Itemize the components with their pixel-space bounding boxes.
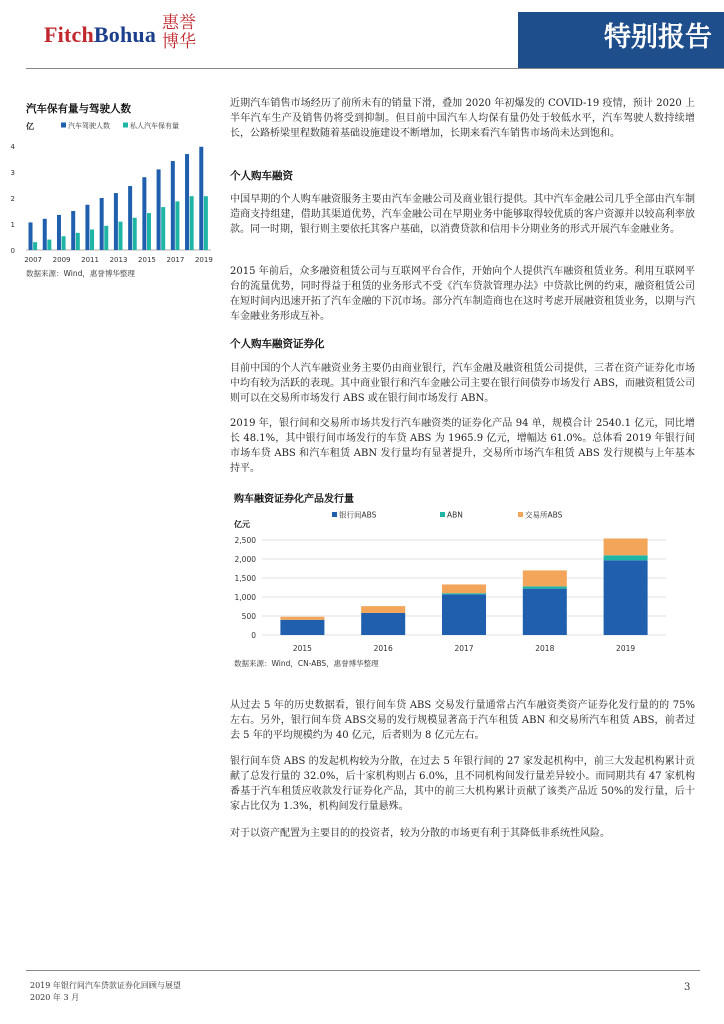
bar-drivers [199, 147, 203, 250]
x-tick-label: 2011 [81, 256, 99, 264]
y-tick-label: 4 [10, 143, 15, 151]
bar-drivers [171, 161, 175, 250]
bar-drivers [185, 154, 189, 250]
logo-cn-line2: 博华 [162, 32, 196, 52]
issuance-chart [228, 505, 668, 655]
left-chart [6, 118, 216, 278]
page-number: 3 [684, 982, 691, 993]
x-tick-label: 2007 [24, 256, 43, 264]
y-tick-label: 0 [251, 631, 256, 640]
paragraph-market-overview: 近期汽车销售市场经历了前所未有的销量下滑，叠加 2020 年初爆发的 COVID-19 疫情，预计 2020 上半年汽车生产及销售仍将受到抑制。但目前中国汽车人均保有量仍处于较低水平，汽车驾驶人数持续增长，公路桥梁里程数随着基础设施建设不断增加，长期来看汽车销售市场尚未达到饱和。 [230, 98, 695, 139]
y-tick-label: 1 [10, 221, 15, 229]
fitchbohua-logo [44, 22, 156, 48]
legend-label: 银行间ABS [339, 510, 377, 520]
bar-private-cars [104, 226, 108, 250]
footer-date: 2020 年 3 月 [30, 993, 80, 1002]
y-tick-label: 2,500 [234, 536, 256, 545]
bar-drivers [29, 222, 33, 250]
y-tick-label: 1,500 [234, 574, 256, 583]
bar-segment-abn [604, 555, 648, 560]
header-divider [26, 68, 724, 69]
paragraph-early-finance: 中国早期的个人购车融资服务主要由汽车金融公司及商业银行提供。其中汽车金融公司几乎全部由汽车制造商支持组建，借助其渠道优势，汽车金融公司在早期业务中能够取得较优质的客户资源并以较高利率放款。同一时期，银行则主要依托其客户基础，以消费贷款和信用卡分期业务的形式开展汽车金融业务。 [230, 194, 695, 235]
x-tick-label: 2013 [109, 256, 128, 264]
bar-segment-exchange-abs [604, 538, 648, 555]
y-tick-label: 2 [10, 195, 15, 203]
bar-segment-interbank-abs [280, 620, 324, 635]
legend-label: 交易所ABS [525, 510, 563, 520]
bar-segment-abn [442, 593, 486, 594]
bar-segment-exchange-abs [442, 584, 486, 593]
x-tick-label: 2009 [52, 256, 71, 264]
bar-private-cars [90, 229, 94, 250]
x-tick-label: 2017 [166, 256, 185, 264]
issuance-chart-source: 数据来源：Wind，CN-ABS，惠誉博华整理 [234, 659, 379, 668]
bar-segment-interbank-abs [523, 589, 567, 635]
bar-drivers [128, 186, 132, 250]
bar-segment-interbank-abs [442, 594, 486, 635]
report-type-title: 特别报告 [604, 22, 712, 53]
bar-drivers [85, 205, 89, 250]
x-tick-label: 2017 [454, 644, 474, 653]
left-chart-source: 数据来源：Wind，惠誉博华整理 [26, 269, 135, 278]
y-tick-label: 1,000 [234, 593, 256, 602]
x-tick-label: 2016 [373, 644, 393, 653]
bar-private-cars [47, 240, 51, 250]
bar-segment-exchange-abs [361, 606, 405, 613]
bar-segment-exchange-abs [280, 617, 324, 620]
paragraph-leasing: 2015 年前后，众多融资租赁公司与互联网平台合作，开始向个人提供汽车融资租赁业务。利用互联网平台的流量优势，同时得益于租赁的业务形式不受《汽车贷款管理办法》中贷款比例的约束，融资租赁公司在短时间内迅速开拓了汽车金融的下沉市场。部分汽车制造商也在这时考虑开展融资租赁业务，以期与汽车金融业务形成互补。 [230, 266, 695, 322]
bar-drivers [57, 215, 61, 250]
y-axis-unit: 亿元 [234, 520, 250, 529]
bar-private-cars [204, 196, 208, 250]
legend-label: ABN [447, 510, 463, 520]
legend-swatch [332, 512, 337, 517]
bar-private-cars [33, 242, 37, 250]
legend-label: 汽车驾驶人数 [68, 122, 110, 130]
x-tick-label: 2015 [292, 644, 312, 653]
bar-segment-exchange-abs [523, 570, 567, 586]
logo-bohua-text: Bohua [93, 22, 157, 47]
paragraph-history: 从过去 5 年的历史数据看，银行间车贷 ABS 交易发行量通常占汽车融资类资产证券化发行量的的 75%左右。另外，银行间车贷 ABS交易的发行规模显著高于汽车租赁 ABN 和交易所汽车租赁 ABS，前者过去 5 年的平均规模约为 40 亿元，后者则为 8 亿元左右。 [230, 700, 695, 741]
logo-chinese [158, 14, 200, 52]
legend-swatch [518, 512, 523, 517]
legend-label: 私人汽车保有量 [130, 122, 179, 130]
x-tick-label: 2019 [194, 256, 213, 264]
y-tick-label: 2,000 [234, 555, 256, 564]
y-tick-label: 0 [10, 247, 15, 255]
bar-private-cars [175, 201, 179, 250]
x-tick-label: 2019 [616, 644, 636, 653]
left-chart-title: 汽车保有量与驾驶人数 [26, 103, 131, 115]
bar-private-cars [133, 218, 137, 250]
bar-private-cars [161, 207, 165, 250]
logo-fitch-text: Fitch [44, 22, 94, 47]
logo-cn-line1: 惠誉 [162, 13, 196, 33]
section-heading-car-finance: 个人购车融资 [230, 170, 293, 182]
paragraph-originators: 银行间车贷 ABS 的发起机构较为分散，在过去 5 年银行间的 27 家发起机构中，前三大发起机构累计贡献了总发行量的 32.0%，后十家机构则占 6.0%，且不同机构间发行量差异较小。而同期共有 47 家机构番基于汽车租赁应收款发行证券化产品，其中的前三大机构累计贡献了该类产品近 50%的发行量，后十家占比仅为 1.3%，机构间发行量悬殊。 [230, 756, 695, 812]
bar-drivers [157, 169, 161, 250]
bar-private-cars [62, 236, 66, 250]
paragraph-2019-issuance: 2019 年，银行间和交易所市场共发行汽车融资类的证券化产品 94 单，规模合计 2540.1 亿元，同比增长 48.1%，其中银行间市场发行的车贷 ABS 为 1965.9 亿元，增幅达 61.0%。总体看 2019 年银行间市场车贷 ABS 和汽车租赁 ABN 发行量均有显著提升，交易所市场汽车租赁 ABS 发行规模与上年基本持平。 [230, 418, 695, 474]
bar-drivers [142, 177, 146, 250]
bar-private-cars [76, 233, 80, 250]
paragraph-conclusion: 对于以资产配置为主要目的的投资者，较为分散的市场更有利于其降低非系统性风险。 [230, 828, 610, 839]
footer-divider [26, 970, 700, 971]
y-tick-label: 3 [10, 169, 15, 177]
bar-segment-abn [523, 586, 567, 588]
footer-report-title: 2019 年银行间汽车贷款证券化回顾与展望 [30, 981, 181, 990]
bar-drivers [71, 211, 75, 250]
section-heading-securitization: 个人购车融资证券化 [230, 338, 325, 350]
x-tick-label: 2015 [138, 256, 156, 264]
bar-private-cars [190, 196, 194, 250]
issuance-chart-title: 购车融资证券化产品发行量 [234, 494, 354, 505]
legend-swatch [123, 123, 128, 128]
legend-swatch [440, 512, 445, 517]
legend-swatch [61, 123, 66, 128]
bar-drivers [114, 193, 118, 250]
bar-private-cars [119, 222, 123, 250]
x-tick-label: 2018 [535, 644, 555, 653]
bar-segment-interbank-abs [361, 613, 405, 635]
paragraph-current-market: 目前中国的个人汽车融资业务主要仍由商业银行，汽车金融及融资租赁公司提供，三者在资产证券化市场中均有较为活跃的表现。其中商业银行和汽车金融公司主要在银行间债券市场发行 ABS，而融资租赁公司则可以在交易所市场发行 ABS 或在银行间市场发行 ABN。 [230, 363, 695, 404]
bar-segment-interbank-abs [604, 560, 648, 635]
bar-private-cars [147, 213, 151, 250]
bar-drivers [43, 219, 47, 250]
left-chart-unit: 亿 [26, 122, 34, 131]
y-tick-label: 500 [241, 612, 256, 621]
bar-drivers [100, 198, 104, 250]
